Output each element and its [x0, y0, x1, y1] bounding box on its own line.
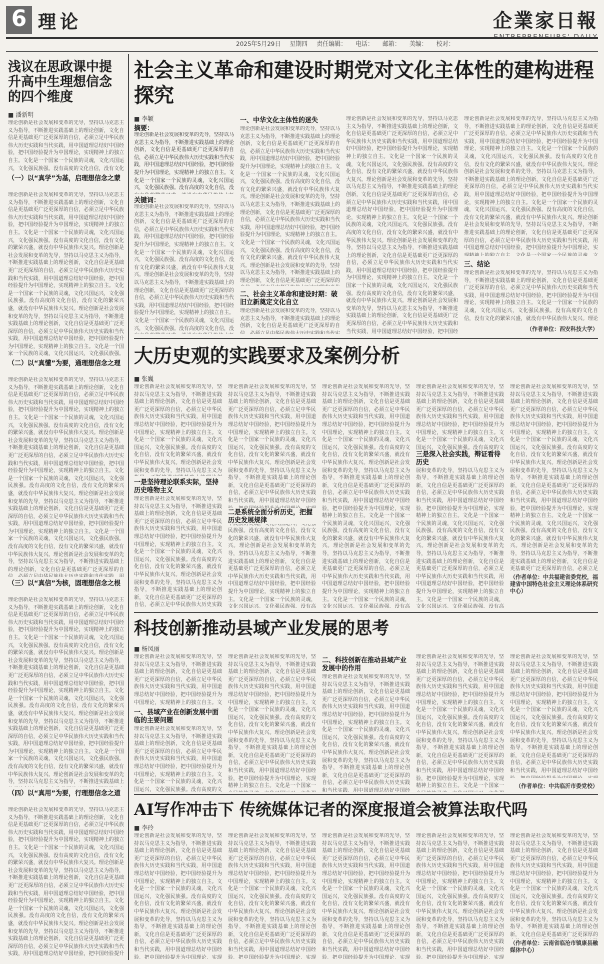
- editor-label: 责任编辑：: [316, 41, 347, 48]
- section-divider: [134, 338, 598, 339]
- article-body: [134, 384, 222, 476]
- author-affiliation: （作者单位：中共临沂市委党校）: [515, 784, 598, 790]
- article-title: AI写作冲击下 传统媒体记者的深度报道会被算法取代吗: [134, 800, 528, 819]
- phone-label: 电话：: [355, 41, 374, 48]
- section-divider: [134, 794, 598, 795]
- masthead-english: ENTREPRENEURS' DAILY: [493, 33, 598, 41]
- article-body: [510, 833, 598, 939]
- article-body: [240, 308, 340, 334]
- column-divider: [128, 54, 129, 960]
- author-affiliation: （作者单位：云南省临沧市镇康县融媒体中心）: [510, 941, 599, 954]
- section-divider: [134, 612, 598, 613]
- article-body: [510, 384, 598, 572]
- article-title: 大历史观的实践要求及案例分析: [134, 345, 401, 367]
- designer-label: 美编：: [409, 41, 428, 48]
- article-body: [346, 116, 458, 334]
- article-body: [464, 116, 598, 256]
- article-title: 社会主义革命和建设时期党对文化主体性的建构进程探究: [134, 58, 594, 107]
- article-subheading: 一、县域产业在创新发展中面临的主要问题: [134, 708, 219, 724]
- article-body: [322, 674, 410, 792]
- article-author: ■ 杨凤丽: [134, 646, 160, 653]
- article-subheading: 一、中华文化主体性的迷失: [240, 116, 318, 124]
- author-affiliation: （作者单位：中共福建省委党校，福建省中国特色社会主义理论体系研究中心）: [510, 575, 599, 595]
- page-header: [6, 6, 598, 41]
- section-title: 理论: [38, 12, 82, 33]
- article-author: ■ 潘新明: [8, 112, 34, 119]
- article-body: [228, 833, 316, 959]
- article-subheading: 二、科技创新在推动县域产业发展中的作用: [322, 656, 407, 672]
- article-body: [8, 192, 124, 356]
- proofreader-label: 校对：: [436, 41, 455, 48]
- article-body: [134, 496, 222, 608]
- keywords-label: 关键词：: [134, 196, 160, 204]
- article-body: [8, 377, 124, 577]
- article-author: ■ 张巍: [134, 376, 154, 383]
- article-body: [416, 654, 504, 792]
- article-author: ■ 李颖: [134, 116, 154, 123]
- article-body: [228, 654, 316, 792]
- issue-date: 2025年5月29日: [236, 41, 281, 48]
- article-title: 科技创新推动县域产业发展的思考: [134, 619, 389, 639]
- article-body: [8, 807, 124, 957]
- author-affiliation: （作者单位：西安科技大学）: [526, 327, 598, 333]
- article-body: [464, 270, 598, 322]
- article-body: [322, 384, 410, 608]
- article-body: [240, 126, 340, 286]
- article-body: [8, 120, 124, 172]
- email-label: 邮箱：: [382, 41, 401, 48]
- article-subheading: （二）以“真懂”为要，通理想信念之理: [8, 359, 121, 367]
- abstract-label: 摘要：: [134, 124, 154, 132]
- article-body: [134, 654, 222, 706]
- article-body: [510, 654, 598, 778]
- article-subheading: （三）以“真信”为核，固理想信念之根: [8, 579, 121, 587]
- article-subheading: 三是深入社会实践，辩证看待历史: [416, 450, 504, 466]
- article-author: ■ 李玲: [134, 825, 154, 832]
- conclusion-heading: 三、结论: [464, 260, 490, 268]
- article-body: [134, 726, 222, 792]
- masthead: [493, 6, 598, 41]
- article-body: [134, 204, 234, 334]
- article-subheading: 二、社会主义革命和建设时期：破旧立新奠定文化自立: [240, 290, 338, 306]
- article-body: [322, 833, 410, 959]
- article-body: [134, 833, 222, 959]
- article-body: [228, 384, 316, 608]
- issue-info-bar: [6, 37, 598, 52]
- issue-weekday: 星期四: [289, 41, 308, 48]
- article-subheading: （四）以“真用”为要，行理想信念之道: [8, 789, 121, 797]
- article-body: [8, 597, 124, 787]
- article-body: [416, 384, 504, 608]
- masthead-title: 企業家日報: [492, 10, 598, 32]
- page-number: 6: [6, 6, 32, 34]
- abstract-text: [134, 132, 234, 194]
- article-subheading: （一）以“真学”为基，启理想信念之蒙: [8, 174, 121, 182]
- article-subheading: 二是系统全面分析历史，把握历史发展规律: [228, 508, 316, 524]
- article-body: [416, 833, 504, 959]
- article-title: 浅议在思政课中提升高中生理想信念的四个维度: [8, 60, 113, 105]
- article-subheading: 一是坚持理论联系实际，坚持历史唯物主义: [134, 478, 219, 494]
